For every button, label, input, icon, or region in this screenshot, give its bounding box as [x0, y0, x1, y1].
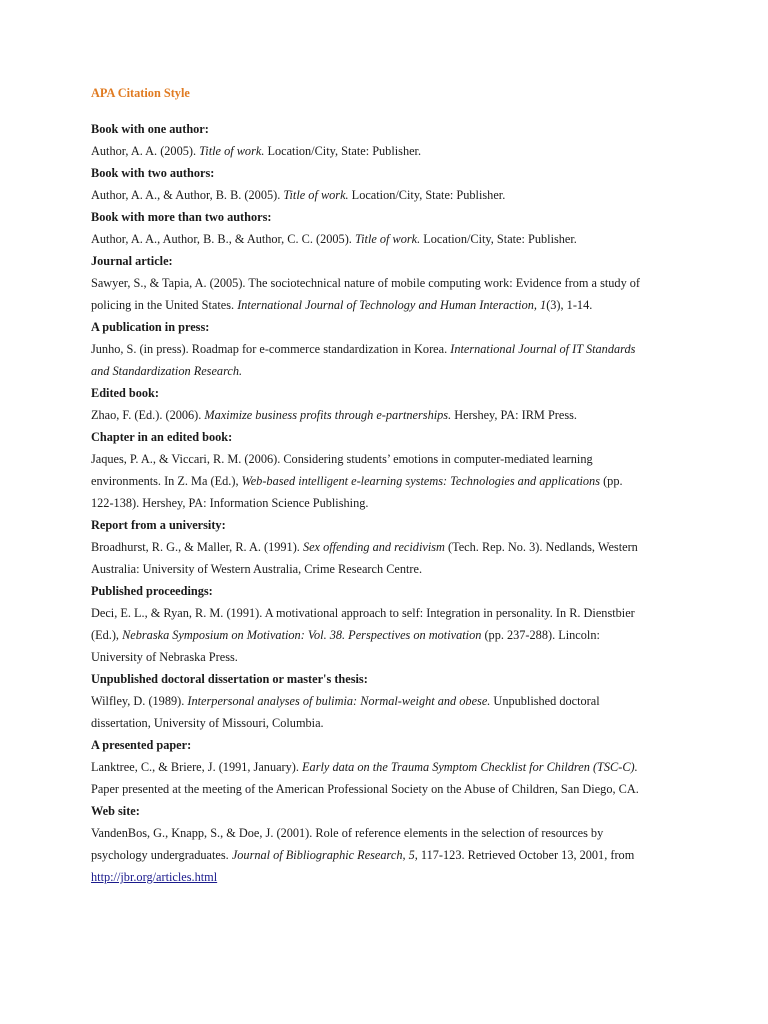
citation-heading: Report from a university:	[91, 518, 226, 532]
citation-text: Unpublished doctoral	[490, 694, 600, 708]
italic-title: Maximize business profits through e-partnerships.	[204, 408, 452, 422]
italic-title: Nebraska Symposium on Motivation: Vol. 38. Perspectives on motivation	[122, 628, 482, 642]
citation-line	[91, 492, 691, 514]
citation-text: 117-123. Retrieved October 13, 2001, from	[417, 848, 635, 862]
citation-text: (3), 1-14.	[546, 298, 593, 312]
citation-entry	[91, 580, 691, 668]
citation-text: Wilfley, D. (1989).	[91, 694, 188, 708]
citation-line	[91, 294, 691, 316]
citation-heading: Chapter in an edited book:	[91, 430, 233, 444]
citation-line	[91, 536, 691, 558]
citation-text: Author, A. A., & Author, B. B. (2005).	[91, 188, 284, 202]
citation-entry	[91, 250, 691, 316]
citation-heading: Journal article:	[91, 254, 173, 268]
citation-text: (pp. 237-288). Lincoln:	[481, 628, 600, 642]
italic-title: International Journal of Technology and Human Interaction, 1	[237, 298, 547, 312]
citation-line	[91, 184, 691, 206]
citation-entry	[91, 382, 691, 426]
citation-line	[91, 624, 691, 646]
citation-text: Location/City, State: Publisher.	[348, 188, 506, 202]
citation-text: (pp.	[600, 474, 623, 488]
citation-line	[91, 822, 691, 844]
citation-text: dissertation, University of Missouri, Columbia.	[91, 716, 324, 730]
citation-text: Broadhurst, R. G., & Maller, R. A. (1991).	[91, 540, 303, 554]
citation-line	[91, 272, 691, 294]
citation-entry	[91, 118, 691, 162]
citation-text: policing in the United States.	[91, 298, 238, 312]
citation-line	[91, 844, 691, 866]
citation-entry	[91, 316, 691, 382]
citation-text: (Tech. Rep. No. 3). Nedlands, Western	[444, 540, 638, 554]
citation-text: Author, A. A., Author, B. B., & Author, C. C. (2005).	[91, 232, 355, 246]
citation-text: Location/City, State: Publisher.	[420, 232, 577, 246]
citation-text: Australia: University of Western Australia, Crime Research Centre.	[91, 562, 423, 576]
citation-entry	[91, 514, 691, 580]
citation-entry	[91, 800, 691, 888]
citation-text: Lanktree, C., & Briere, J. (1991, January).	[91, 760, 303, 774]
citation-line	[91, 228, 691, 250]
document-page	[91, 84, 691, 888]
citation-line	[91, 756, 691, 778]
citation-line	[91, 470, 691, 492]
italic-title: Title of work.	[283, 188, 349, 202]
citation-heading: Book with two authors:	[91, 166, 215, 180]
italic-title: International Journal of IT Standards	[450, 342, 636, 356]
citation-text: VandenBos, G., Knapp, S., & Doe, J. (2001). Role of reference elements in the selection of resources by	[91, 826, 604, 840]
citation-heading: Edited book:	[91, 386, 159, 400]
italic-title: Journal of Bibliographic Research, 5,	[231, 848, 418, 862]
citation-heading: A presented paper:	[91, 738, 192, 752]
citation-text: environments. In Z. Ma (Ed.),	[91, 474, 242, 488]
citation-entry	[91, 162, 691, 206]
citation-heading: Book with more than two authors:	[91, 210, 272, 224]
citation-line	[91, 712, 691, 734]
citation-text: Location/City, State: Publisher.	[264, 144, 422, 158]
citation-text: (Ed.),	[91, 628, 123, 642]
citation-heading: Web site:	[91, 804, 140, 818]
citation-heading: A publication in press:	[91, 320, 210, 334]
citation-text: Jaques, P. A., & Viccari, R. M. (2006). Considering students’ emotions in computer-mediated learning	[91, 452, 593, 466]
italic-title: Web-based intelligent e-learning systems: Technologies and applications	[241, 474, 600, 488]
citation-text: Paper presented at the meeting of the American Professional Society on the Abuse of Children, San Diego, CA.	[91, 782, 639, 796]
italic-title: Title of work.	[199, 144, 265, 158]
citation-list	[91, 118, 691, 888]
italic-title: Interpersonal analyses of bulimia: Normal-weight and obese.	[187, 694, 491, 708]
citation-text: 122-138). Hershey, PA: Information Science Publishing.	[91, 496, 369, 510]
citation-line	[91, 778, 691, 800]
url-link[interactable]: http://jbr.org/articles.html	[91, 870, 218, 884]
citation-entry	[91, 668, 691, 734]
citation-text: Sawyer, S., & Tapia, A. (2005). The sociotechnical nature of mobile computing work: Evidence from a study of	[91, 276, 641, 290]
citation-heading: Book with one author:	[91, 122, 209, 136]
citation-line	[91, 558, 691, 580]
citation-line	[91, 602, 691, 624]
citation-line	[91, 404, 691, 426]
italic-title: Title of work.	[354, 232, 421, 246]
citation-entry	[91, 206, 691, 250]
citation-text: psychology undergraduates.	[91, 848, 232, 862]
citation-line	[91, 360, 691, 382]
citation-line	[91, 646, 691, 668]
page-title: APA Citation Style	[91, 86, 190, 100]
citation-text: Deci, E. L., & Ryan, R. M. (1991). A motivational approach to self: Integration in personality. In R. Dienstbier	[91, 606, 635, 620]
citation-text: University of Nebraska Press.	[91, 650, 238, 664]
italic-title: Early data on the Trauma Symptom Checklist for Children (TSC-C).	[302, 760, 638, 774]
citation-line	[91, 690, 691, 712]
italic-title: and Standardization Research.	[91, 364, 243, 378]
citation-entry	[91, 734, 691, 800]
citation-text: Junho, S. (in press). Roadmap for e-commerce standardization in Korea.	[91, 342, 451, 356]
citation-entry	[91, 426, 691, 514]
citation-line	[91, 338, 691, 360]
italic-title: Sex offending and recidivism	[302, 540, 445, 554]
citation-line	[91, 866, 691, 888]
citation-text: Author, A. A. (2005).	[91, 144, 200, 158]
citation-line	[91, 448, 691, 470]
citation-heading: Published proceedings:	[91, 584, 213, 598]
citation-line	[91, 140, 691, 162]
citation-text: Hershey, PA: IRM Press.	[451, 408, 577, 422]
citation-text: Zhao, F. (Ed.). (2006).	[91, 408, 205, 422]
citation-heading: Unpublished doctoral dissertation or master's thesis:	[91, 672, 368, 686]
